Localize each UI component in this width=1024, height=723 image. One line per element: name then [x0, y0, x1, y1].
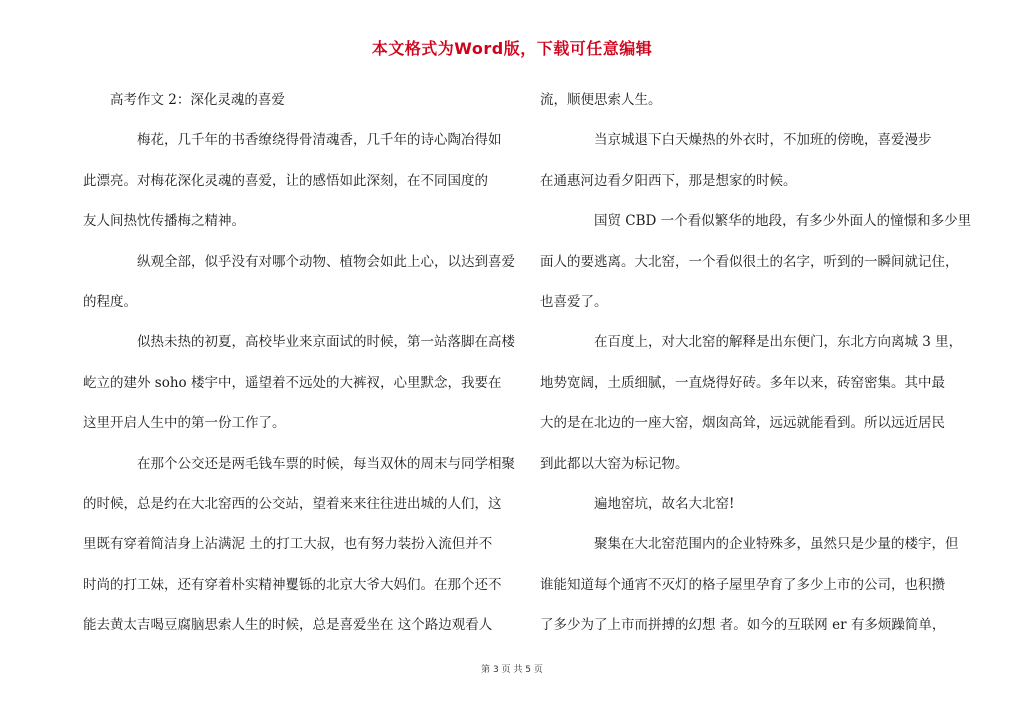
- text-line: 似热未热的初夏，高校毕业来京面试的时候，第一站落脚在高楼: [83, 334, 515, 351]
- text-line: 纵观全部，似乎没有对哪个动物、植物会如此上心，以达到喜爱: [83, 253, 515, 270]
- text-line: 能去黄太吉喝豆腐脑思索人生的时候，总是喜爱坐在 这个路边观看人: [83, 617, 493, 634]
- text-line: 里既有穿着简洁身上沾满泥 土的打工大叔，也有努力装扮入流但并不: [83, 536, 493, 553]
- text-line: 流，顺便思索人生。: [540, 92, 662, 108]
- text-line: 梅花，几千年的书香缭绕得骨清魂香，几千年的诗心陶冶得如: [83, 132, 502, 149]
- text-line: 在那个公交还是两毛钱车票的时候，每当双休的周末与同学相聚: [83, 455, 515, 472]
- text-line: 这里开启人生中的第一份工作了。: [83, 415, 286, 432]
- text-line: 在通惠河边看夕阳西下，那是想家的时候。: [540, 172, 797, 189]
- left-text-column: [83, 80, 515, 645]
- text-line: 谁能知道每个通宵不灭灯的格子屋里孕育了多少上市的公司，也积攒: [540, 576, 945, 593]
- page-number: 第 3 页 共 5 页: [481, 665, 543, 675]
- text-line: 遍地窑坑，故名大北窑!: [540, 495, 735, 512]
- word-format-banner: 本文格式为Word版，下载可任意编辑: [371, 39, 653, 58]
- text-line: 也喜爱了。: [540, 293, 608, 310]
- text-line: 高考作文 2：深化灵魂的喜爱: [83, 92, 285, 108]
- text-line: 面人的要逃离。大北窑，一个看似很土的名字，听到的一瞬间就记住，: [540, 253, 959, 270]
- text-line: 地势宽阔，土质细腻，一直烧得好砖。多年以来，砖窑密集。其中最: [540, 374, 945, 391]
- text-line: 了多少为了上市而拼搏的幻想 者。如今的互联网 er 有多烦躁简单，: [540, 617, 946, 634]
- text-line: 友人间热忱传播梅之精神。: [83, 213, 245, 230]
- text-line: 聚集在大北窑范围内的企业特殊多，虽然只是少量的楼宇，但: [540, 536, 959, 553]
- text-line: 到此都以大窑为标记物。: [540, 455, 689, 472]
- text-line: 在百度上，对大北窑的解释是出东便门，东北方向离城 3 里，: [540, 334, 963, 351]
- text-line: 屹立的建外 soho 楼宇中，遥望着不远处的大裤衩，心里默念，我要在: [83, 374, 502, 391]
- text-line: 当京城退下白天燥热的外衣时，不加班的傍晚，喜爱漫步: [540, 132, 932, 149]
- text-line: 国贸 CBD 一个看似繁华的地段，有多少外面人的憧憬和多少里: [540, 213, 972, 230]
- right-text-column: [540, 80, 972, 645]
- text-line: 的时候，总是约在大北窑西的公交站，望着来来往往进出城的人们，这: [83, 495, 502, 512]
- text-line: 此漂亮。对梅花深化灵魂的喜爱，让的感悟如此深刻，在不同国度的: [83, 172, 488, 189]
- text-line: 时尚的打工妹，还有穿着朴实精神矍铄的北京大爷大妈们。在那个还不: [83, 576, 502, 593]
- text-line: 大的是在北边的一座大窑，烟囱高耸，远远就能看到。所以远近居民: [540, 415, 945, 432]
- text-line: 的程度。: [83, 293, 137, 310]
